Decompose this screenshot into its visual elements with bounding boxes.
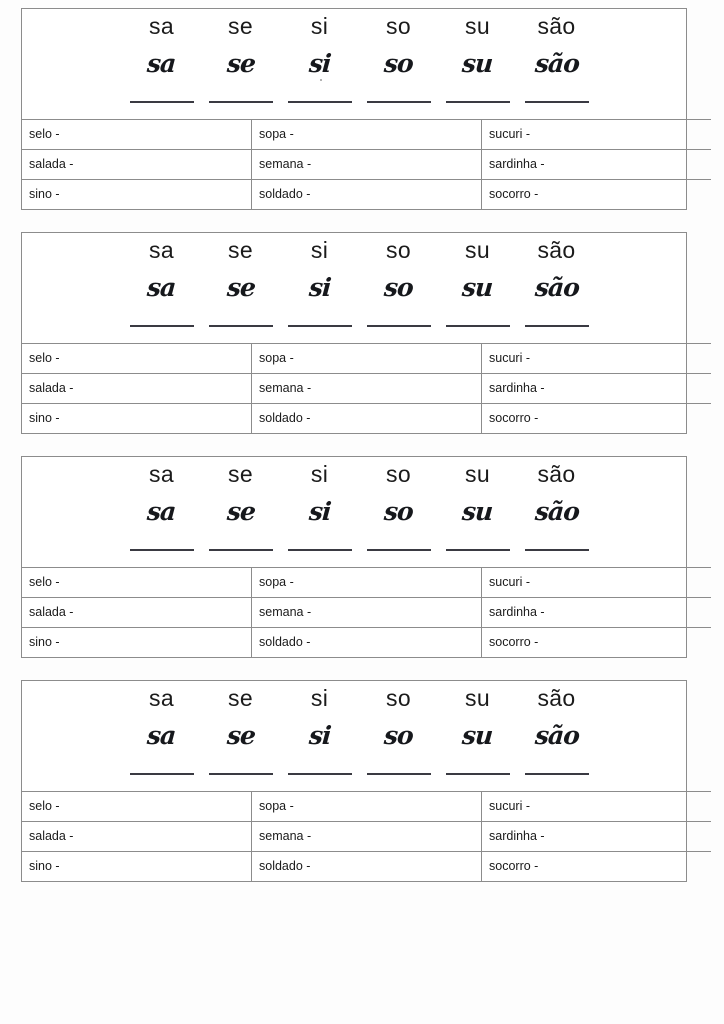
cursive-syllable-cell	[122, 49, 201, 79]
blank-practice-cell[interactable]	[438, 541, 517, 559]
blank-practice-row-4[interactable]	[22, 765, 686, 783]
word-cell[interactable]: sardinha -	[482, 822, 712, 852]
cursive-syllable-cell	[280, 721, 359, 751]
word-cell[interactable]: socorro -	[482, 180, 712, 210]
syllable-area-1	[22, 9, 686, 119]
worksheet-block-1	[21, 8, 687, 210]
word-cell[interactable]: selo -	[22, 344, 252, 374]
cursive-syllable-cell	[201, 49, 280, 79]
blank-practice-cell[interactable]	[517, 541, 596, 559]
word-cell[interactable]: semana -	[252, 374, 482, 404]
cursive-syllable-cell	[359, 273, 438, 303]
cursive-syllable: sa	[146, 721, 177, 750]
cursive-syllable-row-1	[22, 49, 686, 79]
blank-practice-cell[interactable]	[201, 93, 280, 111]
word-cell[interactable]: soldado -	[252, 404, 482, 434]
cursive-syllable: si	[307, 721, 332, 750]
print-syllable-cell	[122, 13, 201, 39]
word-cell[interactable]: sopa -	[252, 344, 482, 374]
table-row[interactable]	[22, 598, 711, 628]
cursive-syllable: são	[533, 49, 580, 78]
writing-line[interactable]	[525, 325, 589, 327]
word-cell[interactable]: soldado -	[252, 628, 482, 658]
print-syllable-cell	[438, 13, 517, 39]
blank-practice-cell[interactable]	[438, 765, 517, 783]
cursive-syllable-cell	[201, 273, 280, 303]
writing-line[interactable]	[130, 773, 194, 775]
print-syllable: sa	[149, 237, 174, 263]
cursive-syllable: su	[461, 497, 494, 526]
print-syllable-cell	[280, 237, 359, 263]
table-row[interactable]	[22, 120, 711, 150]
writing-line[interactable]	[446, 101, 510, 103]
cursive-syllable: sa	[146, 497, 177, 526]
writing-line[interactable]	[446, 773, 510, 775]
print-syllable-cell	[517, 237, 596, 263]
print-syllable: são	[537, 237, 576, 263]
print-syllable-cell	[201, 461, 280, 487]
cursive-syllable-cell	[438, 273, 517, 303]
writing-line[interactable]	[130, 101, 194, 103]
print-syllable: sa	[149, 13, 174, 39]
word-cell[interactable]: soldado -	[252, 180, 482, 210]
word-table-4	[22, 791, 711, 881]
print-syllable: se	[228, 461, 253, 487]
word-cell[interactable]: salada -	[22, 150, 252, 180]
print-syllable: são	[537, 461, 576, 487]
print-syllable-row-4	[22, 685, 686, 711]
worksheet-block-2	[21, 232, 687, 434]
cursive-syllable-cell	[438, 497, 517, 527]
word-cell[interactable]: sucuri -	[482, 792, 712, 822]
print-syllable-row-2	[22, 237, 686, 263]
writing-line[interactable]	[525, 773, 589, 775]
writing-line[interactable]	[288, 549, 352, 551]
cursive-syllable: se	[225, 721, 256, 750]
word-cell[interactable]: socorro -	[482, 628, 712, 658]
print-syllable-cell	[438, 685, 517, 711]
word-cell[interactable]: soldado -	[252, 852, 482, 882]
table-row[interactable]	[22, 344, 711, 374]
table-row[interactable]	[22, 568, 711, 598]
cursive-syllable: so	[383, 273, 414, 302]
blank-practice-cell[interactable]	[359, 317, 438, 335]
word-cell[interactable]: sardinha -	[482, 150, 712, 180]
table-row[interactable]	[22, 374, 711, 404]
writing-line[interactable]	[209, 325, 273, 327]
print-syllable-cell	[122, 237, 201, 263]
cursive-syllable: si	[307, 49, 332, 78]
cursive-syllable-cell	[517, 273, 596, 303]
word-cell[interactable]: semana -	[252, 822, 482, 852]
table-row[interactable]	[22, 628, 711, 658]
print-syllable-cell	[201, 685, 280, 711]
word-cell[interactable]: sucuri -	[482, 120, 712, 150]
print-syllable: si	[310, 13, 329, 39]
print-syllable-cell	[359, 13, 438, 39]
print-syllable: su	[465, 461, 490, 487]
cursive-syllable-cell	[517, 497, 596, 527]
cursive-syllable: so	[383, 721, 414, 750]
cursive-syllable-row-4	[22, 721, 686, 751]
print-syllable-cell	[438, 237, 517, 263]
table-row[interactable]	[22, 792, 711, 822]
cursive-syllable: so	[383, 49, 414, 78]
blank-practice-cell[interactable]	[359, 93, 438, 111]
cursive-syllable-cell	[438, 49, 517, 79]
blank-practice-row-2[interactable]	[22, 317, 686, 335]
word-cell[interactable]: salada -	[22, 374, 252, 404]
print-syllable: so	[386, 13, 411, 39]
print-syllable-row-1	[22, 13, 686, 39]
cursive-syllable-cell	[359, 497, 438, 527]
table-row[interactable]	[22, 150, 711, 180]
blank-practice-row-3[interactable]	[22, 541, 686, 559]
blank-practice-cell[interactable]	[280, 93, 359, 111]
print-syllable-cell	[201, 13, 280, 39]
cursive-syllable-row-3	[22, 497, 686, 527]
writing-line[interactable]	[525, 101, 589, 103]
cursive-syllable: sa	[146, 49, 177, 78]
word-table-1	[22, 119, 711, 209]
blank-practice-cell[interactable]	[359, 541, 438, 559]
word-cell[interactable]: sopa -	[252, 792, 482, 822]
cursive-syllable: sa	[146, 273, 177, 302]
word-cell[interactable]: sardinha -	[482, 598, 712, 628]
cursive-syllable: su	[461, 273, 494, 302]
table-row[interactable]	[22, 852, 711, 882]
print-syllable: su	[465, 13, 490, 39]
table-row[interactable]	[22, 822, 711, 852]
print-syllable: si	[310, 237, 329, 263]
print-syllable-cell	[359, 237, 438, 263]
cursive-syllable-cell	[280, 497, 359, 527]
writing-line[interactable]	[130, 549, 194, 551]
table-row[interactable]	[22, 404, 711, 434]
writing-line[interactable]	[367, 773, 431, 775]
writing-line[interactable]	[525, 549, 589, 551]
cursive-syllable: são	[533, 721, 580, 750]
cursive-syllable: so	[383, 497, 414, 526]
cursive-syllable-cell	[438, 721, 517, 751]
cursive-syllable: si	[307, 497, 332, 526]
word-cell[interactable]: sino -	[22, 852, 252, 882]
cursive-syllable-cell	[122, 273, 201, 303]
blank-practice-cell[interactable]	[122, 317, 201, 335]
blank-practice-row-1[interactable]	[22, 93, 686, 111]
cursive-syllable: si	[307, 273, 332, 302]
word-cell[interactable]: sino -	[22, 628, 252, 658]
blank-practice-cell[interactable]	[517, 93, 596, 111]
blank-practice-cell[interactable]	[280, 765, 359, 783]
writing-line[interactable]	[446, 325, 510, 327]
blank-practice-cell[interactable]	[201, 317, 280, 335]
word-cell[interactable]: sucuri -	[482, 344, 712, 374]
word-cell[interactable]: socorro -	[482, 852, 712, 882]
blank-practice-cell[interactable]	[438, 317, 517, 335]
cursive-syllable: se	[225, 497, 256, 526]
print-syllable-cell	[280, 461, 359, 487]
word-cell[interactable]: sopa -	[252, 120, 482, 150]
cursive-syllable: se	[225, 49, 256, 78]
writing-line[interactable]	[367, 325, 431, 327]
writing-line[interactable]	[209, 101, 273, 103]
word-table-2	[22, 343, 711, 433]
blank-practice-cell[interactable]	[201, 541, 280, 559]
blank-practice-cell[interactable]	[280, 541, 359, 559]
print-syllable: são	[537, 685, 576, 711]
word-cell[interactable]: salada -	[22, 598, 252, 628]
cursive-syllable-cell	[359, 721, 438, 751]
writing-line[interactable]	[209, 549, 273, 551]
cursive-syllable-cell	[517, 721, 596, 751]
blank-practice-cell[interactable]	[201, 765, 280, 783]
cursive-syllable-row-2	[22, 273, 686, 303]
syllable-area-3	[22, 457, 686, 567]
print-syllable: so	[386, 685, 411, 711]
print-syllable: su	[465, 685, 490, 711]
blank-practice-cell[interactable]	[122, 541, 201, 559]
table-row[interactable]	[22, 180, 711, 210]
blank-practice-cell[interactable]	[438, 93, 517, 111]
writing-line[interactable]	[130, 325, 194, 327]
word-cell[interactable]: sino -	[22, 180, 252, 210]
writing-line[interactable]	[367, 101, 431, 103]
writing-line[interactable]	[288, 325, 352, 327]
cursive-syllable-cell	[280, 273, 359, 303]
word-cell[interactable]: salada -	[22, 822, 252, 852]
print-syllable: so	[386, 461, 411, 487]
word-cell[interactable]: selo -	[22, 568, 252, 598]
cursive-syllable: su	[461, 721, 494, 750]
cursive-syllable: são	[533, 273, 580, 302]
cursive-syllable-cell	[201, 721, 280, 751]
blank-practice-cell[interactable]	[517, 317, 596, 335]
blank-practice-cell[interactable]	[122, 93, 201, 111]
print-syllable-cell	[359, 685, 438, 711]
print-syllable-cell	[517, 685, 596, 711]
syllable-area-4	[22, 681, 686, 791]
word-cell[interactable]: semana -	[252, 598, 482, 628]
print-syllable: se	[228, 13, 253, 39]
print-syllable: sa	[149, 461, 174, 487]
print-syllable-cell	[517, 13, 596, 39]
syllable-area-2	[22, 233, 686, 343]
writing-line[interactable]	[446, 549, 510, 551]
cursive-syllable-cell	[122, 721, 201, 751]
print-syllable-cell	[280, 13, 359, 39]
writing-line[interactable]	[288, 101, 352, 103]
cursive-syllable-cell	[359, 49, 438, 79]
writing-line[interactable]	[367, 549, 431, 551]
print-syllable-cell	[438, 461, 517, 487]
print-syllable-cell	[201, 237, 280, 263]
print-syllable-row-3	[22, 461, 686, 487]
cursive-syllable-cell	[280, 49, 359, 79]
print-syllable: sa	[149, 685, 174, 711]
word-cell[interactable]: sucuri -	[482, 568, 712, 598]
word-cell[interactable]: sardinha -	[482, 374, 712, 404]
print-syllable-cell	[517, 461, 596, 487]
print-syllable: so	[386, 237, 411, 263]
blank-practice-cell[interactable]	[517, 765, 596, 783]
worksheet-block-3	[21, 456, 687, 658]
print-syllable: su	[465, 237, 490, 263]
print-syllable: se	[228, 685, 253, 711]
blank-practice-cell[interactable]	[122, 765, 201, 783]
word-cell[interactable]: semana -	[252, 150, 482, 180]
word-table-3	[22, 567, 711, 657]
print-syllable: são	[537, 13, 576, 39]
blank-practice-cell[interactable]	[359, 765, 438, 783]
blank-practice-cell[interactable]	[280, 317, 359, 335]
print-syllable-cell	[122, 685, 201, 711]
print-syllable-cell	[280, 685, 359, 711]
worksheet-block-4	[21, 680, 687, 882]
word-cell[interactable]: sopa -	[252, 568, 482, 598]
cursive-syllable: su	[461, 49, 494, 78]
scan-speck	[320, 79, 322, 81]
word-cell[interactable]: selo -	[22, 792, 252, 822]
print-syllable: si	[310, 685, 329, 711]
writing-line[interactable]	[288, 773, 352, 775]
cursive-syllable-cell	[122, 497, 201, 527]
word-cell[interactable]: sino -	[22, 404, 252, 434]
print-syllable-cell	[122, 461, 201, 487]
print-syllable: si	[310, 461, 329, 487]
word-cell[interactable]: socorro -	[482, 404, 712, 434]
word-cell[interactable]: selo -	[22, 120, 252, 150]
cursive-syllable-cell	[201, 497, 280, 527]
cursive-syllable: são	[533, 497, 580, 526]
print-syllable-cell	[359, 461, 438, 487]
print-syllable: se	[228, 237, 253, 263]
cursive-syllable-cell	[517, 49, 596, 79]
writing-line[interactable]	[209, 773, 273, 775]
cursive-syllable: se	[225, 273, 256, 302]
